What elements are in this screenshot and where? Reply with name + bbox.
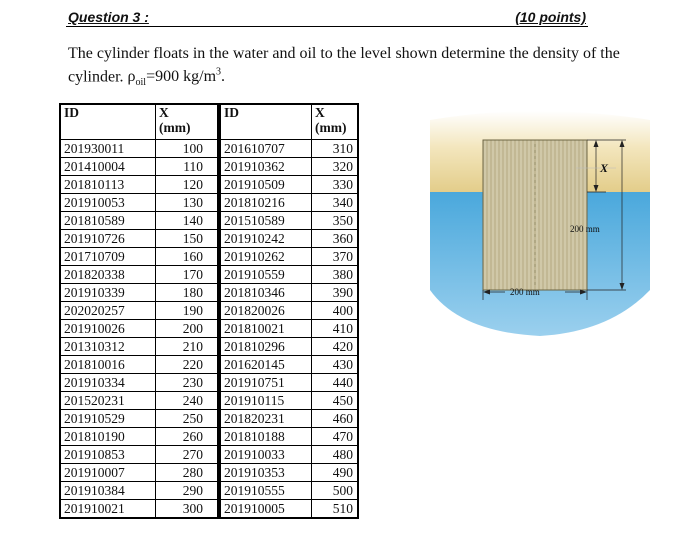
table-row — [221, 212, 358, 230]
cell-x: 300 — [156, 500, 218, 518]
column-header-id: ID — [221, 105, 312, 140]
table-row — [221, 176, 358, 194]
table-header-row — [221, 105, 358, 140]
cell-x: 410 — [312, 320, 358, 338]
cell-x: 400 — [312, 302, 358, 320]
table-row — [61, 248, 218, 266]
table-row — [61, 266, 218, 284]
table-row — [61, 374, 218, 392]
table-row — [221, 320, 358, 338]
table-row — [221, 428, 358, 446]
question-number: Question 3 : — [68, 9, 149, 25]
column-header-id: ID — [61, 105, 156, 140]
cell-id: 201910007 — [61, 464, 156, 482]
cell-x: 260 — [156, 428, 218, 446]
cell-x: 280 — [156, 464, 218, 482]
cell-id: 201910262 — [221, 248, 312, 266]
cell-id: 201810346 — [221, 284, 312, 302]
table-row — [61, 158, 218, 176]
table-row — [61, 428, 218, 446]
table-row — [221, 158, 358, 176]
table-row — [61, 356, 218, 374]
cylinder-figure — [410, 100, 660, 340]
cell-id: 201510589 — [221, 212, 312, 230]
table-row — [61, 194, 218, 212]
label-width: 200 mm — [510, 287, 540, 297]
cell-id: 201910115 — [221, 392, 312, 410]
cell-x: 110 — [156, 158, 218, 176]
table-row — [61, 320, 218, 338]
table-row — [221, 338, 358, 356]
cell-x: 150 — [156, 230, 218, 248]
table-row — [61, 410, 218, 428]
table-row — [221, 392, 358, 410]
cell-id: 201910334 — [61, 374, 156, 392]
table-row — [61, 140, 218, 158]
cell-x: 510 — [312, 500, 358, 518]
question-points: (10 points) — [515, 9, 586, 25]
cell-id: 201410004 — [61, 158, 156, 176]
cell-id: 201910053 — [61, 194, 156, 212]
table-row — [61, 500, 218, 518]
cell-x: 340 — [312, 194, 358, 212]
cell-id: 201910033 — [221, 446, 312, 464]
question-header — [66, 8, 588, 27]
table-row — [61, 464, 218, 482]
cell-x: 250 — [156, 410, 218, 428]
table-row — [221, 500, 358, 518]
table-row — [61, 446, 218, 464]
cell-x: 470 — [312, 428, 358, 446]
cell-x: 500 — [312, 482, 358, 500]
cell-id: 201520231 — [61, 392, 156, 410]
cell-x: 320 — [312, 158, 358, 176]
cell-x: 360 — [312, 230, 358, 248]
cell-x: 240 — [156, 392, 218, 410]
cell-x: 430 — [312, 356, 358, 374]
table-row — [221, 266, 358, 284]
table-row — [221, 140, 358, 158]
cell-x: 100 — [156, 140, 218, 158]
cell-id: 201910005 — [221, 500, 312, 518]
cell-x: 120 — [156, 176, 218, 194]
label-height: 200 mm — [570, 224, 600, 234]
cell-id: 201810188 — [221, 428, 312, 446]
cell-id: 202020257 — [61, 302, 156, 320]
column-header-x: X (mm) — [156, 105, 218, 140]
table-row — [221, 194, 358, 212]
table-row — [61, 230, 218, 248]
cell-x: 350 — [312, 212, 358, 230]
cell-id: 201610707 — [221, 140, 312, 158]
cell-x: 130 — [156, 194, 218, 212]
table-body — [221, 140, 358, 518]
cell-id: 201910384 — [61, 482, 156, 500]
density-given: $\rho_{oil}=900$ $kg/m^3$. — [127, 67, 226, 89]
table-row — [61, 338, 218, 356]
label-x: X — [600, 161, 609, 175]
cell-x: 220 — [156, 356, 218, 374]
cell-x: 370 — [312, 248, 358, 266]
table-row — [221, 482, 358, 500]
cell-x: 310 — [312, 140, 358, 158]
table-row — [61, 392, 218, 410]
cell-id: 201910559 — [221, 266, 312, 284]
table-row — [221, 410, 358, 428]
cell-id: 201910353 — [221, 464, 312, 482]
table-row — [61, 284, 218, 302]
cell-x: 490 — [312, 464, 358, 482]
cell-x: 160 — [156, 248, 218, 266]
problem-statement — [68, 44, 628, 93]
cell-id: 201910362 — [221, 158, 312, 176]
cell-x: 380 — [312, 266, 358, 284]
cell-x: 390 — [312, 284, 358, 302]
cell-x: 420 — [312, 338, 358, 356]
cell-x: 170 — [156, 266, 218, 284]
cell-id: 201910751 — [221, 374, 312, 392]
cell-id: 201710709 — [61, 248, 156, 266]
cell-id: 201910339 — [61, 284, 156, 302]
table-row — [61, 482, 218, 500]
cell-id: 201930011 — [61, 140, 156, 158]
cell-x: 330 — [312, 176, 358, 194]
cell-id: 201810216 — [221, 194, 312, 212]
cell-x: 290 — [156, 482, 218, 500]
cell-x: 460 — [312, 410, 358, 428]
table-header-row — [61, 105, 218, 140]
table-body — [61, 140, 218, 518]
cell-x: 230 — [156, 374, 218, 392]
cell-id: 201810113 — [61, 176, 156, 194]
cell-x: 480 — [312, 446, 358, 464]
table-row — [221, 356, 358, 374]
table-row — [221, 284, 358, 302]
cell-id: 201910242 — [221, 230, 312, 248]
id-table-right — [220, 104, 358, 518]
cylinder-diagram — [410, 100, 660, 340]
cell-id: 201820231 — [221, 410, 312, 428]
cell-id: 201810296 — [221, 338, 312, 356]
cell-id: 201910853 — [61, 446, 156, 464]
table-row — [221, 446, 358, 464]
table-row — [221, 464, 358, 482]
cell-id: 201820338 — [61, 266, 156, 284]
table-row — [61, 302, 218, 320]
problem-text: The cylinder floats in the water and oil to the level shown determine the density of the cylinder. — [68, 45, 620, 86]
id-table-left — [60, 104, 218, 518]
cell-x: 200 — [156, 320, 218, 338]
cell-id: 201820026 — [221, 302, 312, 320]
table-row — [61, 176, 218, 194]
cell-x: 450 — [312, 392, 358, 410]
table-row — [221, 302, 358, 320]
table-row — [221, 374, 358, 392]
cell-x: 190 — [156, 302, 218, 320]
cell-id: 201910021 — [61, 500, 156, 518]
cell-id: 201910726 — [61, 230, 156, 248]
cell-id: 201810021 — [221, 320, 312, 338]
cell-id: 201910026 — [61, 320, 156, 338]
cell-x: 180 — [156, 284, 218, 302]
table-row — [61, 212, 218, 230]
column-header-x: X (mm) — [312, 105, 358, 140]
cell-id: 201910555 — [221, 482, 312, 500]
cell-id: 201910529 — [61, 410, 156, 428]
cell-x: 210 — [156, 338, 218, 356]
cell-id: 201310312 — [61, 338, 156, 356]
cell-id: 201620145 — [221, 356, 312, 374]
cell-x: 270 — [156, 446, 218, 464]
cell-id: 201810016 — [61, 356, 156, 374]
cell-id: 201810589 — [61, 212, 156, 230]
table-row — [221, 248, 358, 266]
cell-x: 440 — [312, 374, 358, 392]
cell-id: 201810190 — [61, 428, 156, 446]
cell-id: 201910509 — [221, 176, 312, 194]
table-row — [221, 230, 358, 248]
cell-x: 140 — [156, 212, 218, 230]
